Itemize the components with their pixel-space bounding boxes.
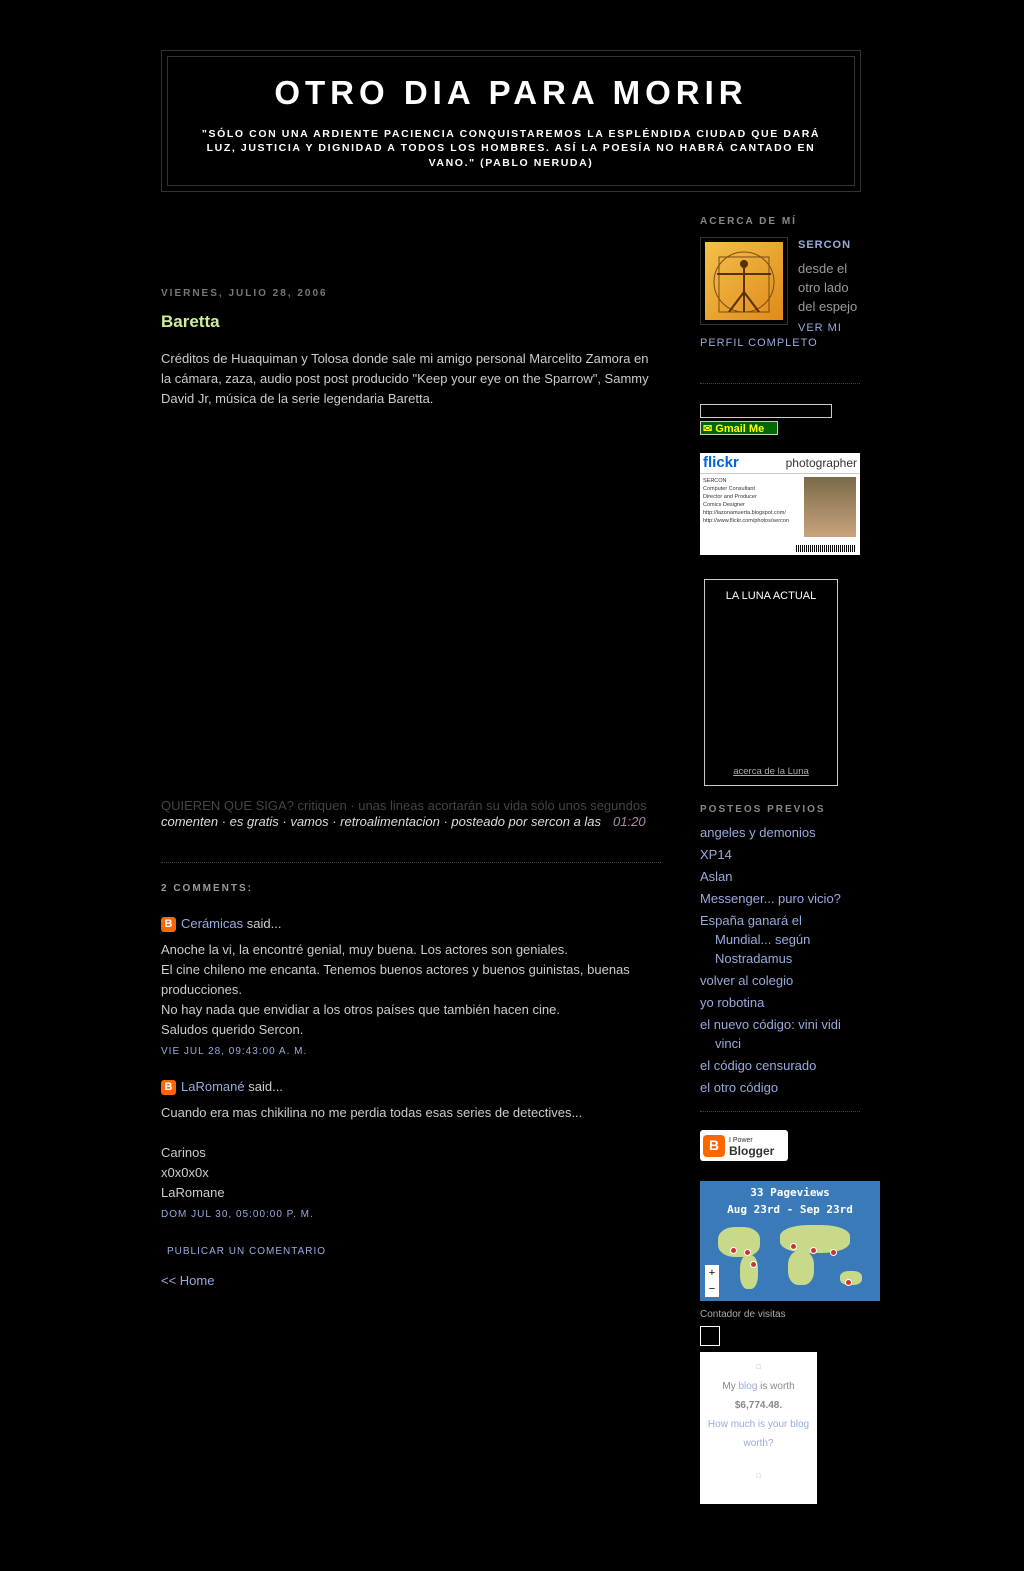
comment-line: Cuando era mas chikilina no me perdia todas esas series de detectives... bbox=[161, 1105, 583, 1120]
comment-author bbox=[161, 1077, 661, 1097]
zoom-in-icon[interactable]: + bbox=[708, 1267, 716, 1279]
comment bbox=[161, 1077, 661, 1222]
flickr-logo: flickr bbox=[703, 453, 739, 471]
blogger-badge-text bbox=[729, 1136, 774, 1156]
map-land bbox=[718, 1227, 760, 1257]
list-item bbox=[700, 889, 860, 908]
post-permalink-time[interactable]: 01:20 bbox=[613, 814, 646, 829]
map-marker bbox=[790, 1243, 797, 1250]
flickr-photo bbox=[804, 477, 856, 537]
barcode-icon bbox=[796, 545, 856, 552]
badge-big-text: Blogger bbox=[729, 1143, 775, 1158]
map-marker bbox=[744, 1249, 751, 1256]
comment-author-link[interactable]: Cerámicas bbox=[181, 916, 244, 932]
comment-line: Saludos querido Sercon. bbox=[161, 1022, 304, 1037]
divider bbox=[700, 1111, 860, 1112]
list-item bbox=[700, 823, 860, 842]
vitruvian-man-image bbox=[705, 242, 783, 320]
worth-line bbox=[700, 1377, 817, 1396]
comment-line: Anoche la vi, la encontré genial, muy buena. Los actores son geniales. bbox=[161, 942, 568, 957]
blogger-icon: B bbox=[161, 917, 176, 932]
visitor-counter-label[interactable]: Contador de visitas bbox=[700, 1309, 786, 1320]
gmail-address-box bbox=[700, 404, 832, 418]
map-land bbox=[788, 1251, 814, 1285]
list-item bbox=[700, 911, 860, 968]
main-content bbox=[161, 286, 661, 1288]
map-marker bbox=[845, 1279, 852, 1286]
previous-post-link[interactable]: yo robotina bbox=[700, 995, 765, 1010]
map-marker bbox=[830, 1249, 837, 1256]
previous-posts-heading: POSTEOS PREVIOS bbox=[700, 804, 826, 815]
map-pageviews: 33 Pageviews bbox=[750, 1186, 830, 1199]
flickr-card-text: SERCON Computer Consultant Director and Producer Comics Designer http://lazonamuerta.blogspot.com/ http://www.flickr.com/photos/sercon bbox=[703, 478, 789, 524]
comment-body bbox=[161, 1103, 661, 1203]
previous-post-link[interactable]: volver al colegio bbox=[700, 973, 794, 988]
comment-line: Carinos bbox=[161, 1145, 206, 1160]
blog-worth-widget bbox=[700, 1352, 817, 1504]
post-footer-text: comenten · es gratis · vamos · retroalimentacion · posteado por sercon a las bbox=[161, 814, 602, 829]
profile-text: desde el otro lado del espejo bbox=[798, 261, 858, 314]
comment-line: x0x0x0x bbox=[161, 1165, 209, 1180]
profile-image[interactable] bbox=[700, 237, 788, 325]
divider bbox=[161, 862, 661, 863]
comment-timestamp-link[interactable]: VIE JUL 28, 09:43:00 A. M. bbox=[161, 1046, 308, 1057]
previous-post-link[interactable]: Aslan bbox=[700, 869, 733, 884]
said-label: said... bbox=[248, 1079, 283, 1095]
post-footer bbox=[161, 812, 646, 832]
gmail-label: Gmail Me bbox=[715, 423, 765, 435]
comment-author-link[interactable]: LaRomané bbox=[181, 1079, 245, 1095]
comment-line: No hay nada que envidiar a los otros países que también hacen cine. bbox=[161, 1002, 560, 1017]
visitor-counter-box bbox=[700, 1326, 720, 1346]
previous-post-link[interactable]: el nuevo código: vini vidi vinci bbox=[700, 1017, 841, 1051]
comment-body bbox=[161, 940, 661, 1040]
publish-comment-link[interactable]: PUBLICAR UN COMENTARIO bbox=[167, 1246, 327, 1257]
flickr-photographer: photographer bbox=[785, 456, 857, 470]
zoom-out-icon[interactable]: − bbox=[708, 1283, 716, 1295]
comment-line: LaRomane bbox=[161, 1185, 225, 1200]
map-land bbox=[740, 1255, 758, 1289]
header-inner bbox=[167, 56, 855, 186]
post-footer-note: QUIEREN QUE SIGA? critiquen · unas lineas acortarán su vida sólo unos segundos bbox=[161, 798, 647, 813]
comment-timestamp-link[interactable]: DOM JUL 30, 05:00:00 P. M. bbox=[161, 1209, 314, 1220]
map-date-range: Aug 23rd - Sep 23rd bbox=[727, 1203, 853, 1216]
previous-post-link[interactable]: Messenger... puro vicio? bbox=[700, 891, 841, 906]
visitor-map[interactable] bbox=[700, 1181, 880, 1301]
view-profile-link[interactable]: VER MI PERFIL COMPLETO bbox=[700, 322, 842, 349]
sidebar bbox=[700, 214, 880, 1504]
list-item bbox=[700, 993, 860, 1012]
comment bbox=[161, 914, 661, 1059]
list-item bbox=[700, 971, 860, 990]
moon-link[interactable]: acerca de la Luna bbox=[733, 765, 809, 777]
powered-by-blogger-badge[interactable] bbox=[700, 1130, 788, 1161]
map-marker bbox=[750, 1261, 757, 1268]
list-item bbox=[700, 867, 860, 886]
post-title[interactable]: Baretta bbox=[161, 312, 220, 331]
map-zoom-control[interactable] bbox=[705, 1265, 719, 1297]
blogger-icon: B bbox=[161, 1080, 176, 1095]
previous-post-link[interactable]: España ganará el Mundial... según Nostradamus bbox=[700, 913, 811, 966]
badge-small-text: I Power bbox=[729, 1136, 753, 1144]
blogger-logo-icon: B bbox=[703, 1135, 725, 1157]
flickr-badge[interactable] bbox=[700, 453, 860, 555]
comments-heading: 2 COMMENTS: bbox=[161, 883, 253, 894]
previous-posts-list bbox=[700, 823, 860, 1097]
blog-header-wrap bbox=[161, 50, 861, 192]
previous-post-link[interactable]: el otro código bbox=[700, 1080, 779, 1095]
square-icon: □ bbox=[756, 1473, 761, 1480]
post-body: Créditos de Huaquiman y Tolosa donde sale mi amigo personal Marcelito Zamora en la cámara, zaza, audio post post producido "Keep your eye on the Sparrow", Sammy David Jr, música de la serie legendaria Baretta. bbox=[161, 350, 649, 406]
blog-title[interactable]: OTRO DIA PARA MORIR bbox=[274, 74, 748, 111]
moon-widget bbox=[704, 579, 838, 786]
worth-value: $6,774.48. bbox=[734, 1400, 783, 1411]
blog-description: "SÓLO CON UNA ARDIENTE PACIENCIA CONQUISTAREMOS LA ESPLÉNDIDA CIUDAD QUE DARÁ LUZ, JUSTICIA Y DIGNIDAD A TODOS LOS HOMBRES. ASÍ LA POESÍA NO HABRÁ CANTADO EN VANO." (PABLO NERUDA) bbox=[201, 128, 821, 169]
list-item bbox=[700, 1078, 860, 1097]
comment-timestamp[interactable] bbox=[161, 1044, 661, 1059]
list-item bbox=[700, 1015, 860, 1053]
comment-timestamp[interactable] bbox=[161, 1207, 661, 1222]
profile-name[interactable]: SERCON bbox=[798, 239, 852, 251]
map-marker bbox=[730, 1247, 737, 1254]
comment-author bbox=[161, 914, 661, 934]
worth-mid: is worth bbox=[760, 1381, 795, 1392]
home-link[interactable]: << Home bbox=[161, 1273, 215, 1288]
worth-link[interactable]: How much is your blog worth? bbox=[707, 1419, 810, 1449]
previous-post-link[interactable]: angeles y demonios bbox=[700, 825, 816, 840]
moon-title: LA LUNA ACTUAL bbox=[725, 590, 817, 602]
list-item bbox=[700, 845, 860, 864]
list-item bbox=[700, 1056, 860, 1075]
post-date: VIERNES, JULIO 28, 2006 bbox=[161, 288, 328, 299]
vitruvian-drawing bbox=[705, 242, 783, 320]
flickr-header bbox=[700, 453, 860, 474]
profile bbox=[700, 237, 880, 357]
previous-post-link[interactable]: XP14 bbox=[700, 847, 732, 862]
worth-blog-link[interactable]: blog bbox=[738, 1381, 758, 1392]
said-label: said... bbox=[246, 916, 282, 932]
comment-line bbox=[161, 1123, 661, 1143]
mail-icon: ✉ bbox=[703, 423, 713, 435]
worth-pre: My bbox=[722, 1381, 736, 1392]
about-heading: ACERCA DE MÍ bbox=[700, 216, 797, 227]
square-icon: □ bbox=[756, 1364, 761, 1371]
gmail-me-badge[interactable] bbox=[700, 421, 778, 435]
map-marker bbox=[810, 1247, 817, 1254]
divider bbox=[700, 383, 860, 384]
comments-section bbox=[161, 862, 661, 1291]
header bbox=[161, 50, 861, 192]
previous-post-link[interactable]: el código censurado bbox=[700, 1058, 817, 1073]
comment-line: El cine chileno me encanta. Tenemos buenos actores y buenos guinistas, buenas producciones. bbox=[161, 962, 630, 997]
